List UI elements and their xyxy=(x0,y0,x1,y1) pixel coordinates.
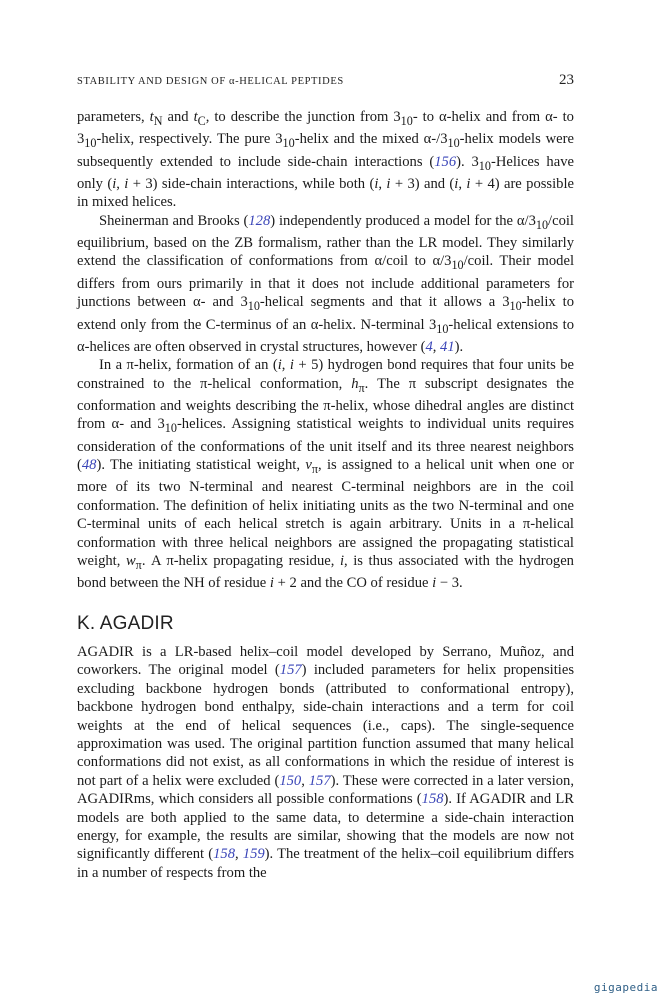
italic-symbol: v xyxy=(305,457,312,474)
subscript: 10 xyxy=(436,321,449,336)
subscript: 10 xyxy=(247,299,260,314)
subscript: 10 xyxy=(84,136,97,151)
text-run: ). The initiating statistical weight, xyxy=(96,457,306,474)
italic-symbol: i xyxy=(277,357,282,374)
citation-link[interactable]: 157 xyxy=(308,772,331,789)
text-run: . A π-helix propagating residue, xyxy=(141,553,340,569)
text-run: -helix to extend only from the C-terminus of an α-helix. N-terminal 3 xyxy=(77,294,574,333)
text-run: − 3. xyxy=(436,575,463,592)
text-run: ). xyxy=(454,338,464,355)
text-run: and xyxy=(162,109,194,125)
text-run: , xyxy=(432,338,441,355)
text-run: ) independently produced a model for the α/3 xyxy=(270,212,536,229)
subscript: 10 xyxy=(164,421,177,436)
text-run: AGADIR is a LR-based helix–coil model developed by Serrano, Muñoz, and coworkers. The original model ( xyxy=(77,644,574,679)
citation-link[interactable]: 41 xyxy=(440,338,455,355)
citation-link[interactable]: 159 xyxy=(242,846,265,863)
text-run: , xyxy=(378,175,387,192)
section-heading: K. AGADIR xyxy=(77,613,174,634)
italic-symbol: w xyxy=(125,553,136,569)
text-run: ). The treatment of the helix–coil equilibrium differs in a number of respects from the xyxy=(77,846,575,881)
paragraph xyxy=(77,108,574,212)
text-run: Sheinerman and Brooks ( xyxy=(99,212,249,229)
text-run: ). If AGADIR and LR models are both applied to the same data, to determine a side-chain interaction energy, for example, the results are similar, showing that the models are now not significantly different ( xyxy=(77,791,574,863)
text-run: , xyxy=(116,175,125,192)
text-run: /coil equilibrium, based on the ZB formalism, rather than the LR model. They similarly extend the classification of conformations from α/coil to α/3 xyxy=(77,212,574,270)
running-head-title: STABILITY AND DESIGN OF α-HELICAL PEPTIDES xyxy=(77,76,344,87)
text-run: - to α-helix and from α- to 3 xyxy=(77,109,574,148)
text-run: , is thus associated with the hydrogen bond between the NH of residue xyxy=(77,553,574,592)
text-run: -helix, respectively. The pure 3 xyxy=(96,131,283,148)
text-run: -helical segments and that it allows a 3 xyxy=(259,294,510,311)
text-run: , to describe the junction from 3 xyxy=(205,109,401,125)
paragraph xyxy=(77,212,574,356)
subscript: 10 xyxy=(478,158,491,173)
paragraph xyxy=(77,356,574,593)
text-run: ) included parameters for helix propensities excluding backbone hydrogen bonds (attributed to conformational entropy), backbone hydrogen bond enthalpy, side-chain interactions and a term for coil weights at the end of helical sequences (i.e., caps). The single-sequence approximation was used. The original partition function assumed that many helical conformations did not exist, as all conformations in which the residue of interest is not part of a helix were excluded ( xyxy=(77,662,574,789)
italic-symbol: h xyxy=(351,375,359,392)
citation-link[interactable]: 48 xyxy=(81,457,97,474)
subscript: N xyxy=(153,113,163,128)
text-run: , xyxy=(281,357,290,374)
italic-symbol: i xyxy=(289,357,294,374)
subscript: π xyxy=(358,380,365,395)
italic-symbol: i xyxy=(339,553,344,569)
text-run: + 2 and the CO of residue xyxy=(273,575,433,592)
italic-symbol: t xyxy=(149,109,154,125)
text-run: . The π subscript designates the conformation and weights describing the π-helix, whose dihedral angles are distinct from α- and 3 xyxy=(77,375,574,433)
subscript: π xyxy=(311,461,318,476)
text-run: , xyxy=(458,175,467,192)
italic-symbol: i xyxy=(124,175,129,192)
paragraph xyxy=(77,643,574,882)
citation-link[interactable]: 4 xyxy=(425,338,433,355)
citation-link[interactable]: 157 xyxy=(279,662,302,679)
running-head xyxy=(77,72,574,92)
text-run: + 3) side-chain interactions, while both ( xyxy=(128,175,375,192)
citation-link[interactable]: 128 xyxy=(248,212,271,229)
text-run: -helical extensions to α-helices are often observed in crystal structures, however ( xyxy=(77,316,574,355)
citation-link[interactable]: 158 xyxy=(213,846,235,863)
subscript: π xyxy=(135,557,142,572)
body-text xyxy=(77,108,574,593)
text-run: ). These were corrected in a later version, AGADIRms, which considers all possible conformations ( xyxy=(77,772,574,808)
text-run: parameters, xyxy=(77,109,150,125)
italic-symbol: i xyxy=(466,175,471,192)
text-run: -helix models were subsequently extended to include side-chain interactions ( xyxy=(77,131,574,170)
italic-symbol: i xyxy=(374,175,379,192)
text-run: + 5) hydrogen bond requires that four units be constrained to the π-helical conformation, xyxy=(77,357,575,392)
citation-link[interactable]: 158 xyxy=(421,791,444,808)
text-run: , xyxy=(234,846,243,863)
text-run: + 3) and ( xyxy=(390,175,455,192)
text-run: /coil. Their model differs from ours primarily in that it does not include additional parameters for junctions between α- and 3 xyxy=(77,253,575,311)
subscript: 10 xyxy=(509,299,522,314)
section-body-text xyxy=(77,643,574,882)
text-run: In a π-helix, formation of an ( xyxy=(99,357,278,374)
italic-symbol: i xyxy=(386,175,391,192)
subscript: 10 xyxy=(282,136,295,151)
text-run: , is assigned to a helical unit when one or more of its two N-terminal and nearest C-terminal neighbors are in the coil conformation. The definition of helix initiating units as the two N-terminal and one C-terminal units of each helical stretch is again arbitrary. Units in a π-helical conformation with three helical neighbors are assigned the propagating statistical weight, xyxy=(77,457,574,569)
text-run: , xyxy=(301,772,309,789)
citation-link[interactable]: 156 xyxy=(434,153,457,170)
italic-symbol: i xyxy=(269,575,274,592)
text-run: -Helices have only ( xyxy=(77,153,574,192)
italic-symbol: i xyxy=(432,575,437,592)
subscript: 10 xyxy=(400,113,413,128)
subscript: 10 xyxy=(447,136,460,151)
citation-link[interactable]: 150 xyxy=(279,772,302,789)
watermark: gigapedia xyxy=(593,981,658,994)
subscript: 10 xyxy=(535,217,549,232)
text-run: -helices. Assigning statistical weights to individual units requires consideration of the conformations of the unit itself and its three nearest neighbors ( xyxy=(77,416,575,474)
italic-symbol: i xyxy=(454,175,459,192)
text-run: + 4) are possible in mixed helices. xyxy=(77,175,574,211)
subscript: 10 xyxy=(451,258,464,273)
italic-symbol: t xyxy=(193,109,198,125)
text-run: ). 3 xyxy=(456,153,479,170)
subscript: C xyxy=(197,113,206,128)
text-run: -helix and the mixed α-/3 xyxy=(294,131,448,148)
italic-symbol: i xyxy=(112,175,117,192)
page-number: 23 xyxy=(559,72,574,88)
